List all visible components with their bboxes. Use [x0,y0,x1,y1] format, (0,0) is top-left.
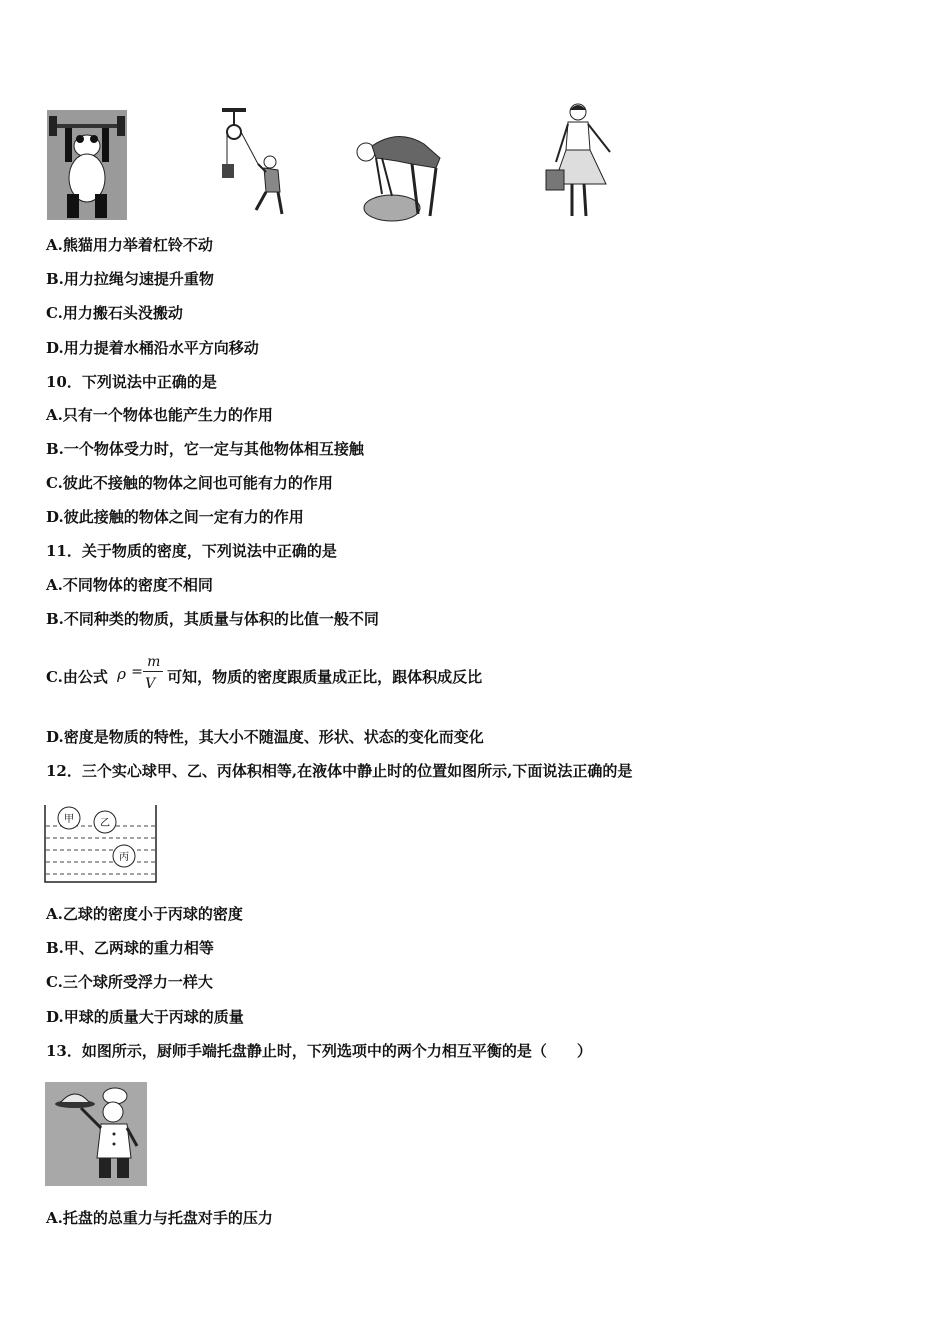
q11-option-b: B.不同种类的物质，其质量与体积的比值一般不同 [46,610,379,628]
ball-bing-label: 丙 [119,852,129,863]
q12-stem: 12．三个实心球甲、乙、丙体积相等,在液体中静止时的位置如图所示,下面说法正确的是 [46,762,633,780]
ball-yi-label: 乙 [100,818,110,829]
q10-option-a: A.只有一个物体也能产生力的作用 [46,406,273,424]
q10-option-b: B.一个物体受力时，它一定与其他物体相互接触 [46,440,364,458]
q9-option-a: A.熊猫用力举着杠铃不动 [46,236,213,254]
q9-option-d: D.用力提着水桶沿水平方向移动 [46,339,259,357]
carrying-bucket-figure [540,100,618,224]
ball-jia-label: 甲 [64,814,74,825]
q11-stem: 11．关于物质的密度，下列说法中正确的是 [46,542,337,560]
q9-option-b: B.用力拉绳匀速提升重物 [46,270,214,288]
q12-option-c: C.三个球所受浮力一样大 [46,973,213,991]
q11-option-a: A.不同物体的密度不相同 [46,576,213,594]
q11-option-d: D.密度是物质的特性，其大小不随温度、形状、状态的变化而变化 [46,728,484,746]
pulley-lift-figure [218,106,298,224]
chef-tray-figure [45,1082,147,1186]
density-formula: ρ = m V [113,658,167,698]
q9-option-c: C.用力搬石头没搬动 [46,304,183,322]
lifting-stone-figure [352,124,452,222]
q11-option-c: C.由公式 ρ = m V 可知，物质的密度跟质量成正比，跟体积成反比 [46,658,482,698]
q10-option-c: C.彼此不接触的物体之间也可能有力的作用 [46,474,333,492]
q12-option-a: A.乙球的密度小于丙球的密度 [46,905,243,923]
q10-stem: 10．下列说法中正确的是 [46,373,217,391]
panda-barbell-figure [47,110,127,220]
q13-option-a: A.托盘的总重力与托盘对手的压力 [46,1209,273,1227]
q10-option-d: D.彼此接触的物体之间一定有力的作用 [46,508,304,526]
q12-option-d: D.甲球的质量大于丙球的质量 [46,1008,244,1026]
three-balls-container-figure [44,804,158,884]
q12-option-b: B.甲、乙两球的重力相等 [46,939,214,957]
q13-stem: 13．如图所示，厨师手端托盘静止时，下列选项中的两个力相互平衡的是（ ） [46,1042,592,1060]
